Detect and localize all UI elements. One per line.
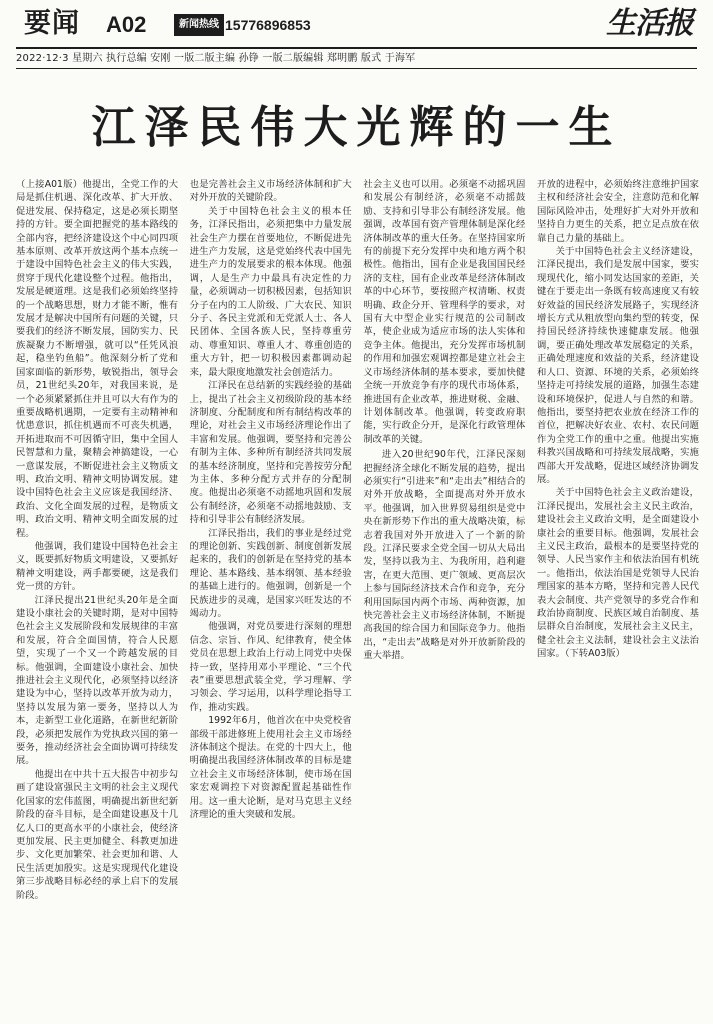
section-title: 要闻 [24, 8, 80, 39]
paragraph: 关于中国特色社会主义的根本任务，江泽民指出，必须把集中力量发展社会生产力摆在首要地位，不断促进先进生产力发展，这是党始终代表中国先进生产力的发展要求的根本体现。他强调，人是生产力中最具有决定性的力量，必须调动一切积极因素，包括知识分子在内的工人阶级、广大农民、知识分子、各民主党派和无党派人士、各人民团体、全国各族人民，坚持尊重劳动、尊重知识、尊重人才、尊重创造的重大方针，把一切积极因素都调动起来，最大限度地激发社会创造活力。 [189, 205, 352, 378]
header-rule-top [16, 47, 697, 49]
hotline-number: 15776896853 [225, 17, 311, 33]
paragraph: 江泽民在总结新的实践经验的基础上，提出了社会主义初级阶段的基本经济制度、分配制度和所有制结构改革的理论，对社会主义市场经济理论作出了丰富和发展。他强调，要坚持和完善公有制为主体、多种所有制经济共同发展的基本经济制度，坚持和完善按劳分配为主体、多种分配方式并存的分配制度。他提出必须毫不动摇地巩固和发展公有制经济，必须毫不动摇地鼓励、支持和引导非公有制经济发展。 [189, 380, 352, 526]
paragraph: 江泽民指出，我们的事业是经过党的理论创新、实践创新、制度创新发展起来的，我们的创新是在坚持党的基本理论、基本路线、基本纲领、基本经验的基础上进行的。他强调，创新是一个民族进步的灵魂，是国家兴旺发达的不竭动力。 [189, 527, 352, 619]
article-body [16, 178, 699, 1010]
article-column-3 [363, 178, 525, 1010]
paragraph: 他强调，对党员要进行深刻的理想信念、宗旨、作风、纪律教育，使全体党员在思想上政治上行动上同党中央保持一致，坚持用邓小平理论、“三个代表”重要思想武装全党，学习理解、学习领会、学习运用，以科学理论指导工作，推动实践。 [189, 621, 352, 713]
newspaper-logo: 生活报 [606, 6, 693, 41]
issue-info-line: 2022·12·3 星期六 执行总编 安刚 一版二版主编 孙铮 一版二版编辑 郑明鹏 版式 于海军 [16, 53, 416, 64]
paragraph: 进入20世纪90年代，江泽民深刻把握经济全球化不断发展的趋势，提出必须实行“引进来”和“走出去”相结合的对外开放战略，全面提高对外开放水平。他强调，加入世界贸易组织是党中央在新形势下作出的重大战略决策，标志着我国对外开放进入了一个新的阶段。江泽民要求全党全国一切从大局出发，坚持以我为主、为我所用，趋利避害，在更大范围、更广领域、更高层次上参与国际经济技术合作和竞争，充分利用国际国内两个市场、两种资源，加快完善社会主义市场经济体制，不断提高我国的综合国力和国际竞争力。他指出，“走出去”战略是对外开放新阶段的重大举措。 [363, 449, 526, 662]
paragraph: 他强调，我们建设中国特色社会主义，既要抓好物质文明建设，又要抓好精神文明建设，两手都要硬，这是我们党一贯的方针。 [16, 540, 178, 593]
paragraph: 社会主义也可以用。必须毫不动摇巩固和发展公有制经济，必须毫不动摇鼓励、支持和引导非公有制经济发展。他强调，改革国有资产管理体制是深化经济体制改革的重大任务。在坚持国家所有的前提下充分发挥中央和地方两个积极性。他指出，国有企业是我国国民经济的支柱，国有企业改革是经济体制改革的中心环节，要按照产权清晰、权责明确、政企分开、管理科学的要求，对国有大中型企业实行规范的公司制改革，使企业成为适应市场的法人实体和竞争主体。他提出，充分发挥市场机制的作用和加强宏观调控都是建立社会主义市场经济体制的基本要求，要加快健全统一开放竞争有序的现代市场体系，推进国有企业改革，推进财税、金融、计划体制改革。他强调，转变政府职能，实行政企分开，是深化行政管理体制改革的关键。 [363, 179, 526, 445]
paragraph: 开放的进程中，必须始终注意维护国家主权和经济社会安全，注意防范和化解国际风险冲击，处理好扩大对外开放和坚持自力更生的关系，把立足点放在依靠自己力量的基础上。 [536, 179, 699, 244]
paragraph: 他提出在中共十五大报告中初步勾画了建设富强民主文明的社会主义现代化国家的宏伟蓝图，明确提出新世纪新阶段的奋斗目标，是全面建设惠及十几亿人口的更高水平的小康社会，使经济更加发展、民主更加健全、科教更加进步、文化更加繁荣、社会更加和谐、人民生活更加殷实。这是实现现代化建设第三步战略目标必经的承上启下的发展阶段。 [16, 768, 178, 901]
paragraph: （上接A01版）他提出，全党工作的大局是抓住机遇、深化改革、扩大开放、促进发展、保持稳定，这是必须长期坚持的方针。要全面把握党的基本路线的全部内容，把经济建设这个中心同四项基本原则、改革开放这两个基本点统一于建设中国特色社会主义的伟大实践，贯穿于现代化建设整个过程。他指出，发展是硬道理。这是我们必须始终坚持的一个战略思想，财力才能不断，惟有发展才是解决中国所有问题的关键，只要我们的经济不断发展，国防实力、民族凝聚力不断增强，就可以“任凭风浪起，稳坐钓鱼船”。他深刻分析了党和国家面临的新形势，敏锐指出，领导会员，21世纪头20年，对我国来说，是一个必须紧紧抓住并且可以大有作为的重要战略机遇期，一定要有主动精神和忧患意识，抓住机遇而不可丧失机遇，开拓进取而不可因循守旧，集中全国人民智慧和力量，聚精会神搞建设，一心一意谋发展，不断促进社会主义物质文明、政治文明、精神文明协调发展。建设中国特色社会主义应该是我国经济、政治、文化全面发展的过程，是物质文明、政治文明、精神文明全面发展的过程。 [16, 179, 178, 539]
header-rule-bottom [16, 68, 697, 69]
paragraph: 也是完善社会主义市场经济体制和扩大对外开放的关键阶段。 [189, 179, 352, 204]
paragraph: 江泽民提出21世纪头20年是全面建设小康社会的关键时期，是对中国特色社会主义发展阶段和发展规律的丰富和发展，符合全面国情，符合人民愿望，实现了一个又一个跨越发展的目标。他强调，全面建设小康社会、加快推进社会主义现代化，必须坚持以经济建设为中心，坚持以改革开放为动力，坚持以发展为第一要务，坚持以人为本，走新型工业化道路，在新世纪新阶段，必须把发展作为党执政兴国的第一要务，推动经济社会全面协调可持续发展。 [16, 594, 178, 767]
article-column-4 [537, 178, 699, 1010]
hotline-number-box [225, 14, 311, 36]
paragraph: 关于中国特色社会主义政治建设，江泽民提出，发展社会主义民主政治，建设社会主义政治文明，是全面建设小康社会的重要目标。他强调，发展社会主义民主政治，最根本的是要坚持党的领导、人民当家作主和依法治国有机统一。他指出，依法治国是党领导人民治理国家的基本方略，坚持和完善人民代表大会制度、共产党领导的多党合作和政治协商制度、民族区域自治制度、基层群众自治制度，发展社会主义民主，健全社会主义法制，建设社会主义法治国家。（下转A03版） [536, 487, 699, 660]
paragraph: 1992年6月，他首次在中央党校省部级干部进修班上使用社会主义市场经济体制这个提法。在党的十四大上，他明确提出我国经济体制改革的目标是建立社会主义市场经济体制，使市场在国家宏观调控下对资源配置起基础性作用。这一重大论断，是对马克思主义经济理论的重大突破和发展。 [189, 715, 352, 821]
paragraph: 关于中国特色社会主义经济建设，江泽民提出，我们是发展中国家，要实现现代化，缩小同发达国家的差距，关键在于要走出一条既有较高速度又有较好效益的国民经济发展路子，实现经济增长方式从粗放型向集约型的转变，保持国民经济持续快速健康发展。他强调，要正确处理改革发展稳定的关系，正确处理速度和效益的关系，经济建设和人口、资源、环境的关系，必须始终坚持走可持续发展的道路，加强生态建设和环境保护，促进人与自然的和谐。他指出，要坚持把农业放在经济工作的首位，把解决好农业、农村、农民问题作为全党工作的重中之重。他提出实施科教兴国战略和可持续发展战略，实施西部大开发战略，促进区域经济协调发展。 [536, 246, 699, 485]
hotline-label: 新闻热线 [174, 14, 224, 36]
headline: 江泽民伟大光辉的一生 [91, 102, 622, 153]
article-column-1 [16, 178, 178, 1010]
page-number: A02 [106, 12, 147, 37]
article-column-2 [190, 178, 352, 1010]
